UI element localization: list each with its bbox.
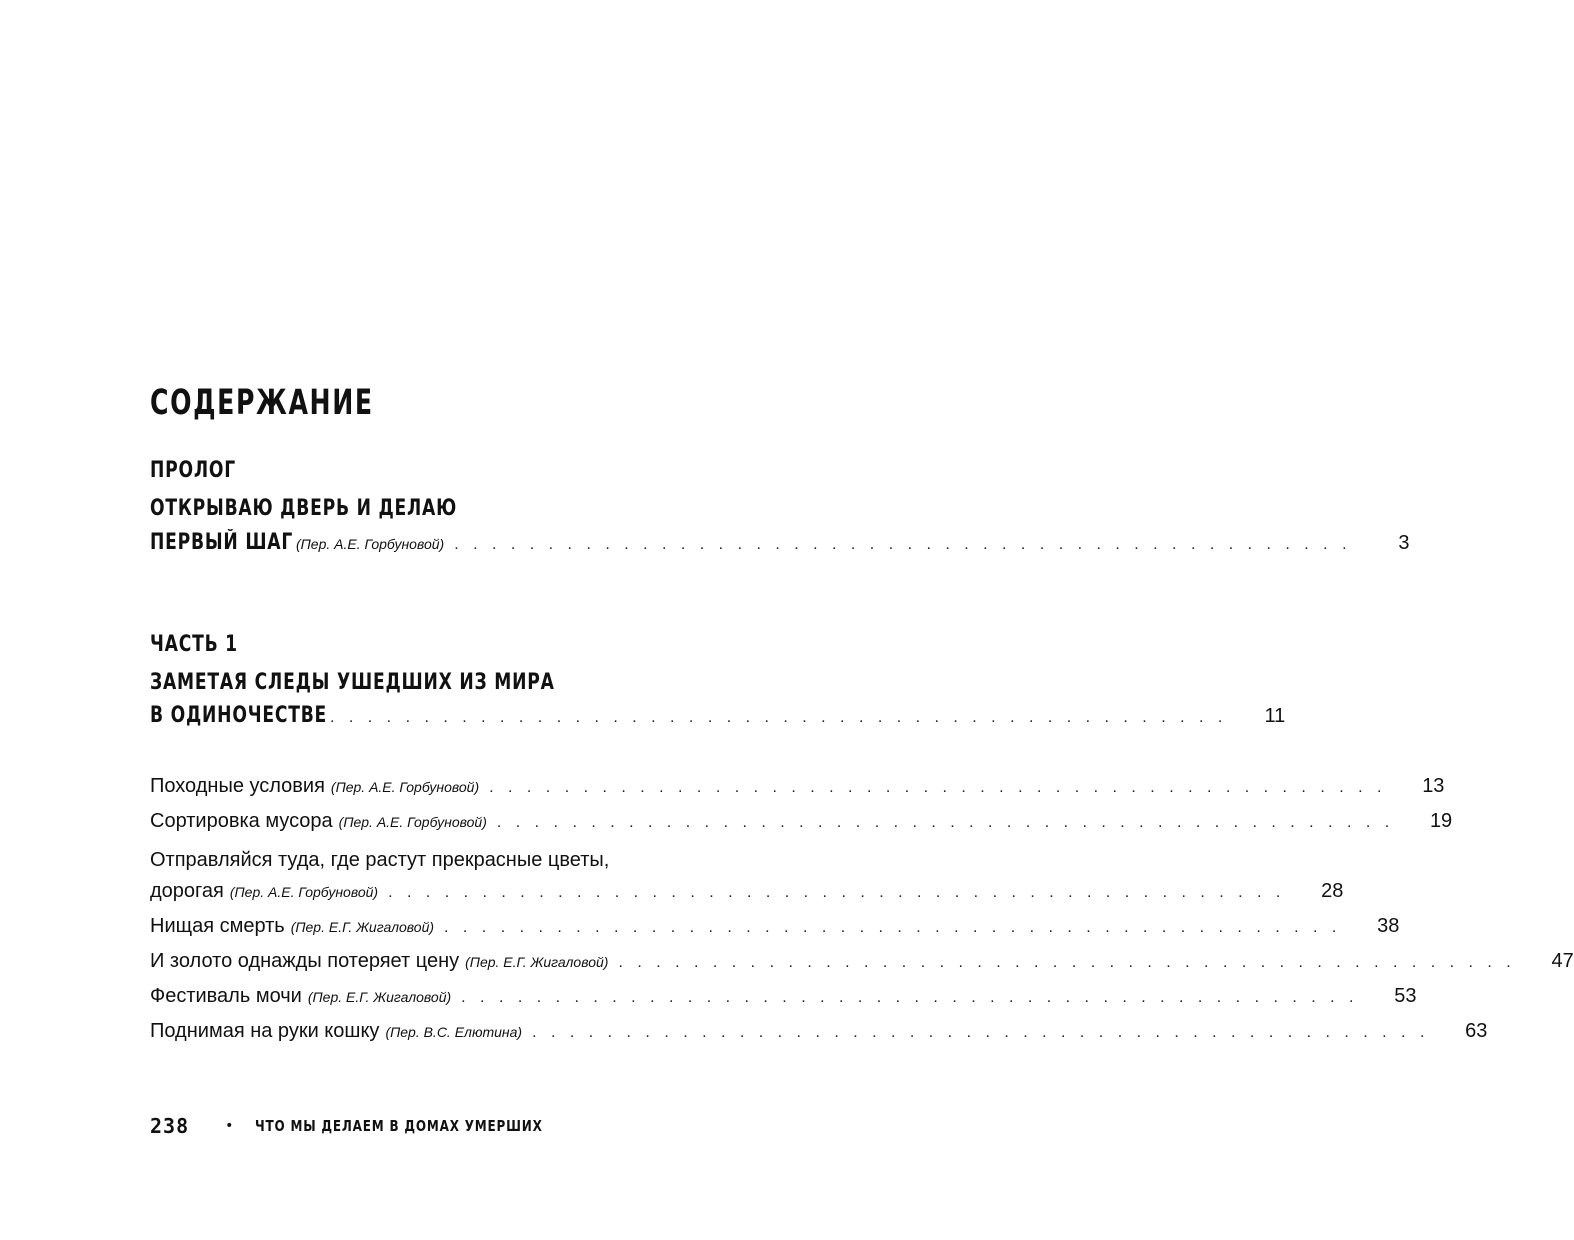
dot-leader: . . . . . . . . . . . . . . . . . . . . . . . . . . . . . . . . . . . . . . . . . . . . . . . . (496, 814, 1395, 831)
translator-credit: (Пер. А.Е. Горбуновой) (338, 814, 487, 830)
dot-leader: . . . . . . . . . . . . . . . . . . . . . . . . . . . . . . . . . . . . . . . . . . . . . . . . (461, 989, 1359, 1006)
chapter-title: Сортировка мусора (150, 810, 333, 832)
toc-entry-chapter[interactable] (150, 880, 1344, 912)
folio-page-number: 238 (150, 1114, 190, 1138)
dot-leader: . . . . . . . . . . . . . . . . . . . . . . . . . . . . . . . . . . . . . . . . . . . . . . . . (444, 919, 1342, 936)
page-number: 13 (1422, 775, 1445, 797)
dot-leader: . . . . . . . . . . . . . . . . . . . . . . . . . . . . . . . . . . . . . . . . . . . . . . . . (330, 709, 1228, 726)
page-number: 63 (1465, 1020, 1488, 1042)
toc-entry-chapter[interactable] (150, 950, 1574, 982)
dot-leader: . . . . . . . . . . . . . . . . . . . . . . . . . . . . . . . . . . . . . . . . . . . . . . . . (489, 779, 1387, 796)
dot-leader: . . . . . . . . . . . . . . . . . . . . . . . . . . . . . . . . . . . . . . . . . . . . . . . . (532, 1024, 1430, 1041)
chapter-title-line1: Отправляйся туда, где растут прекрасные цветы, (150, 849, 610, 871)
chapter-title: И золото однажды потеряет цену (150, 950, 460, 972)
translator-credit: (Пер. Е.Г. Жигаловой) (307, 989, 452, 1005)
part1-title-line1 (150, 668, 669, 698)
translator-credit: (Пер. В.С. Елютина) (385, 1024, 523, 1040)
prologue-title-line1 (150, 494, 544, 524)
page-footer (150, 1114, 615, 1138)
translator-credit: (Пер. Е.Г. Жигаловой) (290, 919, 435, 935)
toc-entry-prologue[interactable] (150, 530, 1410, 562)
chapter-title: Фестиваль мочи (150, 985, 302, 1007)
bullet-separator: • (225, 1118, 234, 1134)
page-number: 19 (1429, 810, 1453, 832)
part1-title-line1-text: ЗАМЕТАЯ СЛЕДЫ УШЕДШИХ ИЗ МИРА (150, 670, 555, 695)
toc-entry-chapter[interactable] (150, 985, 1417, 1017)
page-number: 53 (1394, 985, 1417, 1007)
chapter-title: Походные условия (150, 775, 325, 797)
translator-credit: (Пер. Е.Г. Жигаловой) (465, 954, 609, 970)
part1-title-line2: В ОДИНОЧЕСТВЕ (150, 703, 328, 728)
running-title: ЧТО МЫ ДЕЛАЕМ В ДОМАХ УМЕРШИХ (255, 1117, 544, 1135)
translator-credit: (Пер. А.Е. Горбуновой) (229, 884, 379, 900)
toc-entry-chapter[interactable] (150, 775, 1445, 807)
page-number: 38 (1377, 915, 1400, 937)
page-number: 47 (1551, 950, 1574, 972)
toc-entry-chapter[interactable] (150, 915, 1400, 947)
page-number: 3 (1398, 532, 1410, 554)
translator-credit: (Пер. А.Е. Горбуновой) (296, 536, 445, 552)
page-number: 11 (1264, 705, 1286, 727)
contents-title: СОДЕРЖАНИЕ (150, 383, 374, 423)
toc-entry-chapter[interactable] (150, 810, 1453, 842)
chapter-title: Поднимая на руки кошку (150, 1020, 380, 1042)
prologue-label-text: ПРОЛОГ (150, 458, 236, 483)
toc-entry-part1[interactable] (150, 703, 1286, 735)
prologue-title-line2: ПЕРВЫЙ ШАГ (150, 530, 294, 555)
toc-entry-chapter[interactable] (150, 1020, 1488, 1052)
prologue-title-line1-text: ОТКРЫВАЮ ДВЕРЬ И ДЕЛАЮ (150, 496, 458, 521)
part1-label (150, 630, 263, 660)
part1-label-text: ЧАСТЬ 1 (150, 632, 238, 657)
page-number: 28 (1321, 880, 1344, 902)
chapter-title: дорогая (150, 880, 224, 902)
dot-leader: . . . . . . . . . . . . . . . . . . . . . . . . . . . . . . . . . . . . . . . . . . . . . . . . (454, 536, 1352, 553)
translator-credit: (Пер. А.Е. Горбуновой) (330, 779, 480, 795)
dot-leader: . . . . . . . . . . . . . . . . . . . . . . . . . . . . . . . . . . . . . . . . . . . . . . . . (618, 954, 1516, 971)
chapter-title: Нищая смерть (150, 915, 285, 937)
prologue-label (150, 456, 260, 486)
dot-leader: . . . . . . . . . . . . . . . . . . . . . . . . . . . . . . . . . . . . . . . . . . . . . . . . (388, 884, 1286, 901)
